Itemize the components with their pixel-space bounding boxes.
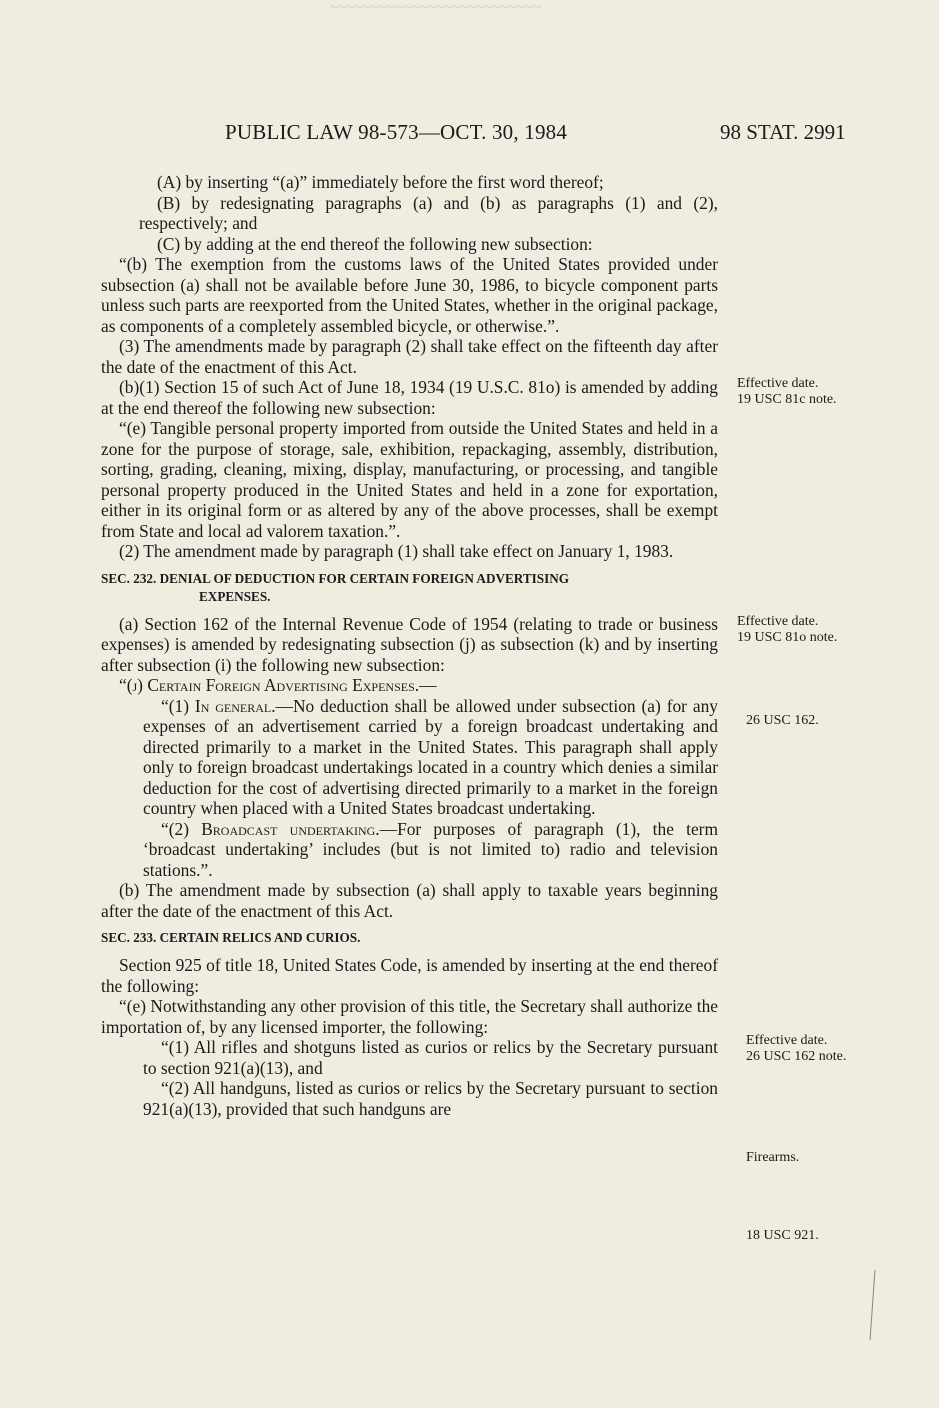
- paragraph-j1: [101, 696, 718, 819]
- section-232-subsection-b: (b) The amendment made by subsection (a) shall apply to taxable years beginning after the date of the enactment of this Act.: [101, 880, 718, 921]
- section-232-heading: [101, 570, 718, 606]
- margin-note-2-line2: 19 USC 81o note.: [737, 630, 838, 645]
- section-233-intro: Section 925 of title 18, United States Code, is amended by inserting at the end thereof the following:: [101, 955, 718, 996]
- document-body: [101, 172, 718, 1119]
- margin-note-1-line1: Effective date.: [737, 376, 819, 391]
- margin-note-effective-date-3: [746, 1033, 846, 1065]
- section-233-item-2: “(2) All handguns, listed as curios or relics by the Secretary pursuant to section 921(a)(13), provided that such handguns are: [143, 1078, 718, 1119]
- quoted-subsection-e: “(e) Tangible personal property imported from outside the United States and held in a zone for the purpose of storage, sale, exhibition, repackaging, assembly, distribution, sorting, grading, cleaning, mixing, display, manufacturing, or processing, and tangible personal property produced in the United States and held in a zone for exportation, either in its original form or as altered by any of the above processes, shall be exempt from State and local ad valorem taxation.”.: [101, 418, 718, 541]
- paragraph-j2-label: “(2) Broadcast undertaking.: [161, 818, 380, 839]
- section-233-item-1: “(1) All rifles and shotguns listed as curios or relics by the Secretary pursuant to section 921(a)(13), and: [143, 1037, 718, 1078]
- margin-note-3-line2: 26 USC 162 note.: [746, 1049, 847, 1064]
- paragraph-b-redesignate: (B) by redesignating paragraphs (a) and (b) as paragraphs (1) and (2), respectively; and: [139, 192, 718, 233]
- section-232-heading-line2: EXPENSES.: [199, 588, 271, 604]
- margin-note-2-line1: Effective date.: [737, 614, 819, 629]
- margin-note-effective-date-2: [737, 614, 837, 646]
- paragraph-j1-text: —No deduction shall be allowed under subsection (a) for any expenses of an advertisement carried by a foreign broadcast undertaking and directed primarily to a market in the United States. This paragraph shall apply only to foreign broadcast undertakings located in a country which denies a similar deduction for the cost of advertising directed primarily to a market in the foreign country when placed with a United States broadcast undertaking.: [143, 695, 718, 818]
- quoted-subsection-b: “(b) The exemption from the customs laws of the United States provided under subsection (a) shall not be available before June 30, 1986, to bicycle component parts unless such parts are reexported from the United States, whether in the original package, as components of a completely assembled bicycle, or otherwise.”.: [101, 254, 718, 336]
- section-233-subsection-e: “(e) Notwithstanding any other provision of this title, the Secretary shall authorize the importation of, by any licensed importer, the following:: [101, 996, 718, 1037]
- paragraph-a-insert: (A) by inserting “(a)” immediately before the first word thereof;: [157, 172, 604, 192]
- paragraph-3-amendment: (3) The amendments made by paragraph (2) shall take effect on the fifteenth day after the date of the enactment of this Act.: [101, 336, 718, 377]
- paragraph-b1-section15: (b)(1) Section 15 of such Act of June 18, 1934 (19 U.S.C. 81o) is amended by adding at the end thereof the following new subsection:: [101, 377, 718, 418]
- section-233-heading: SEC. 233. CERTAIN RELICS AND CURIOS.: [101, 930, 361, 945]
- subsection-j-heading: [101, 675, 718, 696]
- paragraph-j2-text: —For purposes of paragraph (1), the term ‘broadcast undertaking’ includes (but is not limited to) radio and television stations.”.: [143, 818, 718, 880]
- margin-note-18-usc-921: 18 USC 921.: [746, 1228, 819, 1243]
- section-232-heading-line1: SEC. 232. DENIAL OF DEDUCTION FOR CERTAIN FOREIGN ADVERTISING: [101, 570, 570, 586]
- public-law-title: PUBLIC LAW 98-573—OCT. 30, 1984: [225, 120, 568, 144]
- paragraph-2-amendment: (2) The amendment made by paragraph (1) shall take effect on January 1, 1983.: [119, 541, 674, 561]
- margin-note-firearms: Firearms.: [746, 1150, 800, 1165]
- margin-pencil-mark: [870, 1270, 876, 1340]
- margin-note-26-usc-162: 26 USC 162.: [746, 713, 819, 728]
- section-232-subsection-a: (a) Section 162 of the Internal Revenue Code of 1954 (relating to trade or business expenses) is amended by redesignating subsection (j) as subsection (k) and by inserting after subsection (i) the following new subsection:: [101, 613, 718, 675]
- statute-page-number: 98 STAT. 2991: [720, 120, 846, 144]
- margin-note-1-line2: 19 USC 81c note.: [737, 392, 837, 407]
- margin-note-3-line1: Effective date.: [746, 1033, 828, 1048]
- subsection-j-heading-text: “(j) Certain Foreign Advertising Expenses.—: [119, 675, 437, 695]
- paragraph-c-add: (C) by adding at the end thereof the following new subsection:: [157, 233, 593, 254]
- bleed-through-text: ~~~~~~~~~~~~~~~~~~~~~~~~~~: [330, 0, 541, 16]
- paragraph-j2: [101, 819, 718, 881]
- margin-note-effective-date-1: [737, 376, 837, 408]
- paragraph-j1-label: “(1) In general.: [161, 695, 276, 716]
